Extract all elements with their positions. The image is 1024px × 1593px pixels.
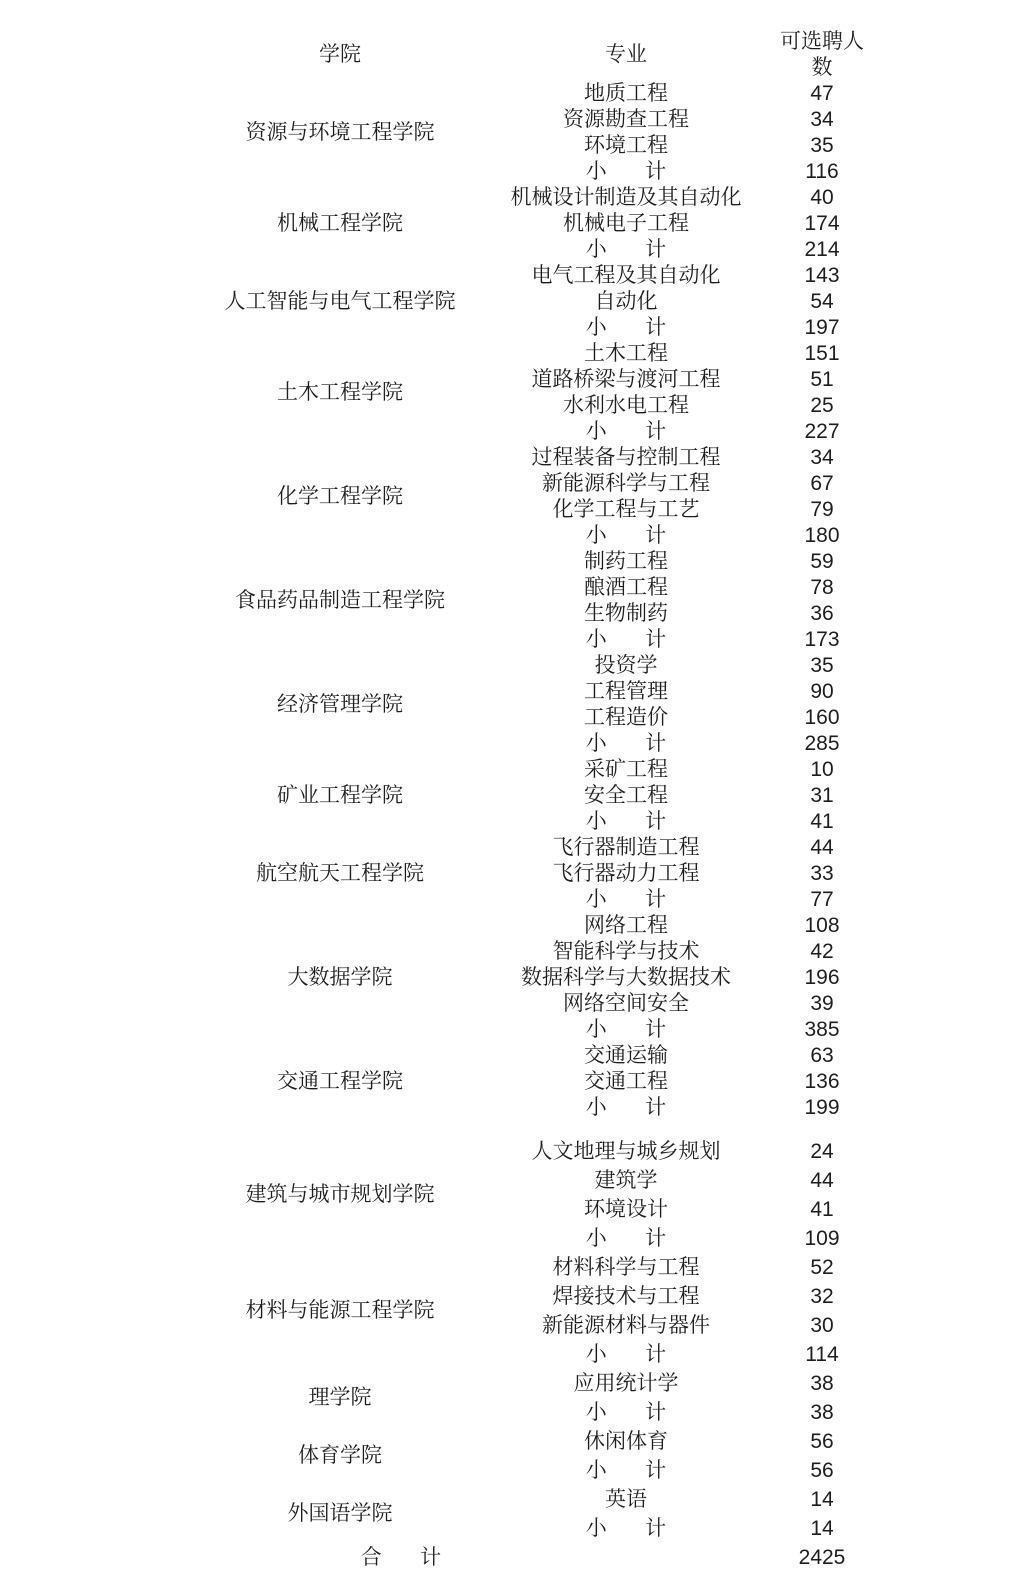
count-cell: 56 xyxy=(810,1430,834,1453)
subtotal-label-cell: 小 计 xyxy=(585,238,667,261)
major-row xyxy=(200,1485,872,1514)
header-count: 可选聘人数 xyxy=(780,30,864,79)
count-cell: 10 xyxy=(810,758,834,781)
subtotal-value-cell: 56 xyxy=(810,1459,834,1482)
subtotal-value-cell: 116 xyxy=(805,160,839,183)
subtotal-value-cell: 114 xyxy=(805,1343,839,1366)
college-cell: 建筑与城市规划学院 xyxy=(245,1183,435,1206)
subtotal-value-cell: 180 xyxy=(804,524,840,547)
subtotal-label-cell: 小 计 xyxy=(585,1227,667,1250)
major-cell: 地质工程 xyxy=(584,82,668,105)
major-cell: 新能源科学与工程 xyxy=(542,472,710,495)
grand-total-value: 2425 xyxy=(798,1546,846,1569)
subtotal-label-cell: 小 计 xyxy=(585,1096,667,1119)
major-cell: 建筑学 xyxy=(594,1169,658,1192)
subtotal-value-cell: 285 xyxy=(804,732,840,755)
count-cell: 67 xyxy=(810,472,834,495)
college-cell: 经济管理学院 xyxy=(277,693,403,716)
subtotal-label-cell: 小 计 xyxy=(585,1343,667,1366)
major-row xyxy=(200,653,872,679)
major-cell: 网络工程 xyxy=(584,914,668,937)
major-cell: 数据科学与大数据技术 xyxy=(521,966,731,989)
major-row xyxy=(200,445,872,471)
major-cell: 休闲体育 xyxy=(584,1430,668,1453)
subtotal-label-cell: 小 计 xyxy=(585,420,667,443)
count-cell: 59 xyxy=(810,550,834,573)
college-cell: 体育学院 xyxy=(298,1444,382,1467)
major-row xyxy=(200,757,872,783)
major-cell: 交通运输 xyxy=(584,1044,668,1067)
count-cell: 136 xyxy=(804,1070,840,1093)
major-row xyxy=(200,1137,872,1166)
major-row xyxy=(200,341,872,367)
college-cell: 理学院 xyxy=(308,1386,372,1409)
count-cell: 79 xyxy=(810,498,834,521)
grand-total-label: 合 计 xyxy=(360,1546,442,1569)
college-cell: 材料与能源工程学院 xyxy=(245,1299,435,1322)
count-cell: 24 xyxy=(810,1140,834,1163)
major-cell: 过程装备与控制工程 xyxy=(531,446,721,469)
subtotal-value-cell: 227 xyxy=(804,420,840,443)
count-cell: 90 xyxy=(810,680,834,703)
table-body xyxy=(200,81,872,1543)
subtotal-value-cell: 214 xyxy=(804,238,840,261)
header-college: 学院 xyxy=(319,43,361,66)
subtotal-value-cell: 109 xyxy=(804,1227,840,1250)
subtotal-value-cell: 173 xyxy=(804,628,840,651)
college-cell: 机械工程学院 xyxy=(277,212,403,235)
major-cell: 道路桥梁与渡河工程 xyxy=(531,368,721,391)
major-cell: 环境设计 xyxy=(584,1198,668,1221)
major-cell: 安全工程 xyxy=(584,784,668,807)
major-cell: 资源勘查工程 xyxy=(563,108,689,131)
major-row xyxy=(200,185,872,211)
count-cell: 25 xyxy=(810,394,834,417)
grand-total-row xyxy=(200,1543,872,1572)
major-row xyxy=(200,263,872,289)
college-cell: 交通工程学院 xyxy=(277,1070,403,1093)
major-cell: 飞行器制造工程 xyxy=(552,836,700,859)
count-cell: 34 xyxy=(810,446,834,469)
subtotal-label-cell: 小 计 xyxy=(585,810,667,833)
college-cell: 大数据学院 xyxy=(287,966,393,989)
college-cell: 外国语学院 xyxy=(287,1502,393,1525)
major-cell: 电气工程及其自动化 xyxy=(531,264,721,287)
count-cell: 51 xyxy=(810,368,834,391)
subtotal-label-cell: 小 计 xyxy=(585,732,667,755)
major-row xyxy=(200,1427,872,1456)
count-cell: 34 xyxy=(810,108,834,131)
major-row xyxy=(200,1369,872,1398)
count-cell: 160 xyxy=(804,706,840,729)
subtotal-label-cell: 小 计 xyxy=(585,316,667,339)
major-cell: 工程造价 xyxy=(584,706,668,729)
major-cell: 网络空间安全 xyxy=(563,992,689,1015)
section-gap-row xyxy=(200,1121,872,1137)
major-row xyxy=(200,81,872,107)
major-cell: 智能科学与技术 xyxy=(552,940,700,963)
recruitment-table xyxy=(200,29,872,1572)
major-cell: 材料科学与工程 xyxy=(552,1256,700,1279)
subtotal-value-cell: 77 xyxy=(810,888,834,911)
subtotal-label-cell: 小 计 xyxy=(585,1459,667,1482)
major-row xyxy=(200,835,872,861)
major-row xyxy=(200,1253,872,1282)
count-cell: 196 xyxy=(804,966,840,989)
count-cell: 54 xyxy=(810,290,834,313)
major-cell: 土木工程 xyxy=(584,342,668,365)
count-cell: 108 xyxy=(804,914,840,937)
college-cell: 资源与环境工程学院 xyxy=(245,121,435,144)
table-header xyxy=(200,29,872,81)
college-cell: 化学工程学院 xyxy=(277,485,403,508)
subtotal-value-cell: 41 xyxy=(810,810,834,833)
count-cell: 39 xyxy=(810,992,834,1015)
major-row xyxy=(200,549,872,575)
section-gap-cell xyxy=(200,1121,872,1137)
count-cell: 44 xyxy=(810,836,834,859)
count-cell: 38 xyxy=(810,1372,834,1395)
count-cell: 40 xyxy=(810,186,834,209)
subtotal-label-cell: 小 计 xyxy=(585,160,667,183)
major-cell: 焊接技术与工程 xyxy=(552,1285,700,1308)
subtotal-value-cell: 38 xyxy=(810,1401,834,1424)
major-cell: 机械电子工程 xyxy=(563,212,689,235)
major-cell: 生物制药 xyxy=(584,602,668,625)
subtotal-value-cell: 385 xyxy=(804,1018,840,1041)
count-cell: 78 xyxy=(810,576,834,599)
count-cell: 47 xyxy=(810,82,834,105)
count-cell: 143 xyxy=(804,264,840,287)
major-cell: 人文地理与城乡规划 xyxy=(531,1140,721,1163)
major-cell: 环境工程 xyxy=(584,134,668,157)
major-cell: 采矿工程 xyxy=(584,758,668,781)
major-cell: 酿酒工程 xyxy=(584,576,668,599)
subtotal-value-cell: 199 xyxy=(804,1096,840,1119)
major-cell: 应用统计学 xyxy=(573,1372,679,1395)
count-cell: 174 xyxy=(804,212,840,235)
major-cell: 机械设计制造及其自动化 xyxy=(510,186,742,209)
count-cell: 44 xyxy=(810,1169,834,1192)
subtotal-label-cell: 小 计 xyxy=(585,524,667,547)
count-cell: 33 xyxy=(810,862,834,885)
count-cell: 32 xyxy=(810,1285,834,1308)
major-cell: 工程管理 xyxy=(584,680,668,703)
count-cell: 35 xyxy=(810,654,834,677)
count-cell: 41 xyxy=(810,1198,834,1221)
subtotal-value-cell: 14 xyxy=(810,1517,834,1540)
subtotal-label-cell: 小 计 xyxy=(585,1401,667,1424)
subtotal-label-cell: 小 计 xyxy=(585,888,667,911)
college-cell: 矿业工程学院 xyxy=(277,784,403,807)
count-cell: 63 xyxy=(810,1044,834,1067)
count-cell: 52 xyxy=(810,1256,834,1279)
major-cell: 水利水电工程 xyxy=(563,394,689,417)
major-cell: 交通工程 xyxy=(584,1070,668,1093)
count-cell: 30 xyxy=(810,1314,834,1337)
subtotal-label-cell: 小 计 xyxy=(585,628,667,651)
major-cell: 飞行器动力工程 xyxy=(552,862,700,885)
count-cell: 35 xyxy=(810,134,834,157)
header-major: 专业 xyxy=(605,43,647,66)
major-cell: 化学工程与工艺 xyxy=(552,498,700,521)
count-cell: 31 xyxy=(810,784,834,807)
major-cell: 自动化 xyxy=(594,290,658,313)
college-cell: 航空航天工程学院 xyxy=(256,862,424,885)
count-cell: 42 xyxy=(810,940,834,963)
major-cell: 投资学 xyxy=(594,654,658,677)
major-cell: 制药工程 xyxy=(584,550,668,573)
subtotal-value-cell: 197 xyxy=(804,316,840,339)
subtotal-label-cell: 小 计 xyxy=(585,1517,667,1540)
college-cell: 食品药品制造工程学院 xyxy=(235,589,445,612)
major-row xyxy=(200,1043,872,1069)
college-cell: 人工智能与电气工程学院 xyxy=(224,290,456,313)
college-cell: 土木工程学院 xyxy=(277,381,403,404)
major-cell: 英语 xyxy=(605,1488,647,1511)
header-row xyxy=(200,29,872,81)
major-cell: 新能源材料与器件 xyxy=(542,1314,710,1337)
count-cell: 14 xyxy=(810,1488,834,1511)
major-row xyxy=(200,913,872,939)
count-cell: 36 xyxy=(810,602,834,625)
subtotal-label-cell: 小 计 xyxy=(585,1018,667,1041)
count-cell: 151 xyxy=(804,342,840,365)
table-footer xyxy=(200,1543,872,1572)
